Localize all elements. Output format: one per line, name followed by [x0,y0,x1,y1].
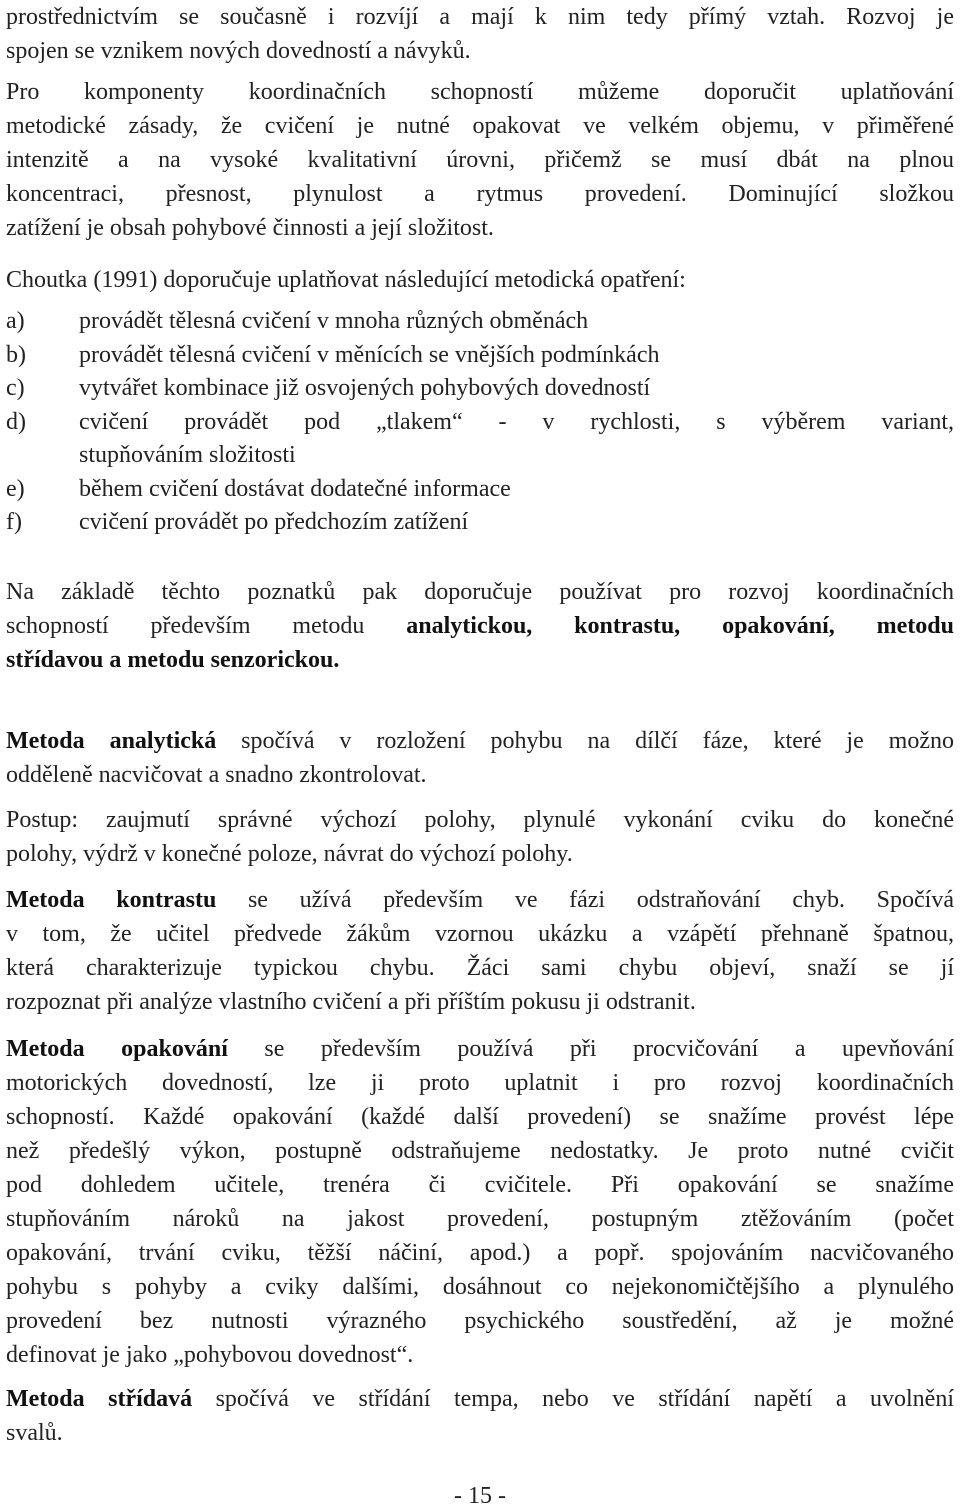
page-number: - 15 - [454,1483,506,1509]
komponenty-paragraph [6,75,954,245]
postup-paragraph [6,803,954,871]
text-line: intenzitě a na vysoké kvalitativní úrovni, přičemž se musí dbát na plnou [6,147,954,173]
method-heading: Metoda střídavá [6,1386,193,1412]
bold-method-names: střídavou a metodu senzorickou. [6,647,340,673]
text-line: motorických dovedností, lze ji proto uplatnit i pro rozvoj koordinačních [6,1070,954,1096]
list-marker: d) [6,408,26,435]
analyticka-paragraph [6,724,954,792]
list-marker: f) [6,509,22,535]
list-item-text: stupňováním složitosti [79,442,296,468]
list-item-text: vytvářet kombinace již osvojených pohybových dovedností [79,375,651,401]
text-line: stupňováním nároků na jakost provedení, postupným ztěžováním (počet [6,1206,954,1232]
text-line: Pro komponenty koordinačních schopností můžeme doporučit uplatňování [6,79,954,105]
text-run: spočívá ve střídání tempa, nebo ve střídání napětí a uvolnění [192,1386,954,1412]
text-line [6,1382,954,1416]
text-run: schopností především metodu [6,613,407,639]
text-line: prostřednictvím se současně i rozvíjí a mají k nim tedy přímý vztah. Rozvoj je [6,4,954,30]
method-heading: Metoda kontrastu [6,887,217,913]
text-line: odděleně nacvičovat a snadno zkontrolovat. [6,762,427,788]
list-item-text: provádět tělesná cvičení v měnících se vnějších podmínkách [79,341,660,368]
list-item [6,305,954,339]
list-marker: b) [6,341,26,368]
text-line [6,1032,954,1066]
text-line: spojen se vznikem nových dovedností a návyků. [6,38,471,64]
text-run: se především používá při procvičování a upevňování [227,1036,954,1062]
intro-paragraph [6,0,954,68]
text-line: Na základě těchto poznatků pak doporučuje používat pro rozvoj koordinačních [6,579,954,605]
list-item-text: během cvičení dostávat dodatečné informace [79,475,511,502]
text-run: spočívá v rozložení pohybu na dílčí fáze, které je možno [216,728,954,754]
text-line [6,609,954,643]
text-line [6,883,954,917]
text-line: pod dohledem učitele, trenéra či cvičitele. Při opakování se snažíme [6,1172,954,1198]
opakovani-paragraph [6,1032,954,1372]
list-item [6,406,954,440]
stridava-paragraph [6,1382,954,1450]
recommendation-paragraph [6,575,954,677]
list-marker: a) [6,308,25,334]
list-item-text: provádět tělesná cvičení v mnoha různých obměnách [79,308,589,334]
text-line: než předešlý výkon, postupně odstraňujeme nedostatky. Je proto nutné cvičit [6,1138,954,1164]
method-heading: Metoda opakování [6,1036,228,1062]
method-heading: Metoda analytická [6,728,217,754]
kontrastu-paragraph [6,883,954,1019]
list-marker: e) [6,475,25,502]
text-line: polohy, výdrž v konečné poloze, návrat do výchozí polohy. [6,841,573,867]
list-marker: c) [6,375,25,401]
text-line: rozpoznat při analýze vlastního cvičení a při příštím pokusu ji odstranit. [6,989,696,1015]
bold-method-names: analytickou, kontrastu, opakování, metodu [406,613,954,639]
text-line: v tom, že učitel předvede žákům vzornou ukázku a vzápětí přehnaně špatnou, [6,921,954,947]
list-item [6,439,954,473]
text-line: zatížení je obsah pohybové činnosti a její složitost. [6,215,494,241]
text-line: schopností. Každé opakování (každé další provedení) se snažíme provést lépe [6,1104,954,1130]
measures-list [6,305,954,540]
list-item [6,339,954,373]
choutka-paragraph [6,263,954,297]
list-item [6,473,954,507]
text-line: metodické zásady, že cvičení je nutné opakovat ve velkém objemu, v přiměřené [6,113,954,139]
text-line [6,643,954,677]
text-line: svalů. [6,1420,63,1446]
text-line: Postup: zaujmutí správné výchozí polohy, plynulé vykonání cviku do konečné [6,807,954,833]
text-line: která charakterizuje typickou chybu. Žáci sami chybu objeví, snaží se jí [6,955,954,981]
text-line: Choutka (1991) doporučuje uplatňovat následující metodická opatření: [6,267,686,293]
text-line: definovat je jako „pohybovou dovednost“. [6,1342,414,1368]
list-item [6,506,954,540]
text-line: opakování, trvání cviku, těžší náčiní, apod.) a popř. spojováním nacvičovaného [6,1240,954,1266]
list-item-text: cvičení provádět po předchozím zatížení [79,509,469,535]
text-line [6,724,954,758]
text-run: se užívá především ve fázi odstraňování chyb. Spočívá [216,887,954,913]
text-line: pohybu s pohyby a cviky dalšími, dosáhnout co nejekonomičtějšího a plynulého [6,1274,954,1300]
list-item [6,372,954,406]
text-line: koncentraci, přesnost, plynulost a rytmus provedení. Dominující složkou [6,181,954,207]
list-item-text: cvičení provádět pod „tlakem“ - v rychlosti, s výběrem variant, [79,408,954,435]
text-line: provedení bez nutnosti výrazného psychického soustředění, až je možné [6,1308,954,1334]
